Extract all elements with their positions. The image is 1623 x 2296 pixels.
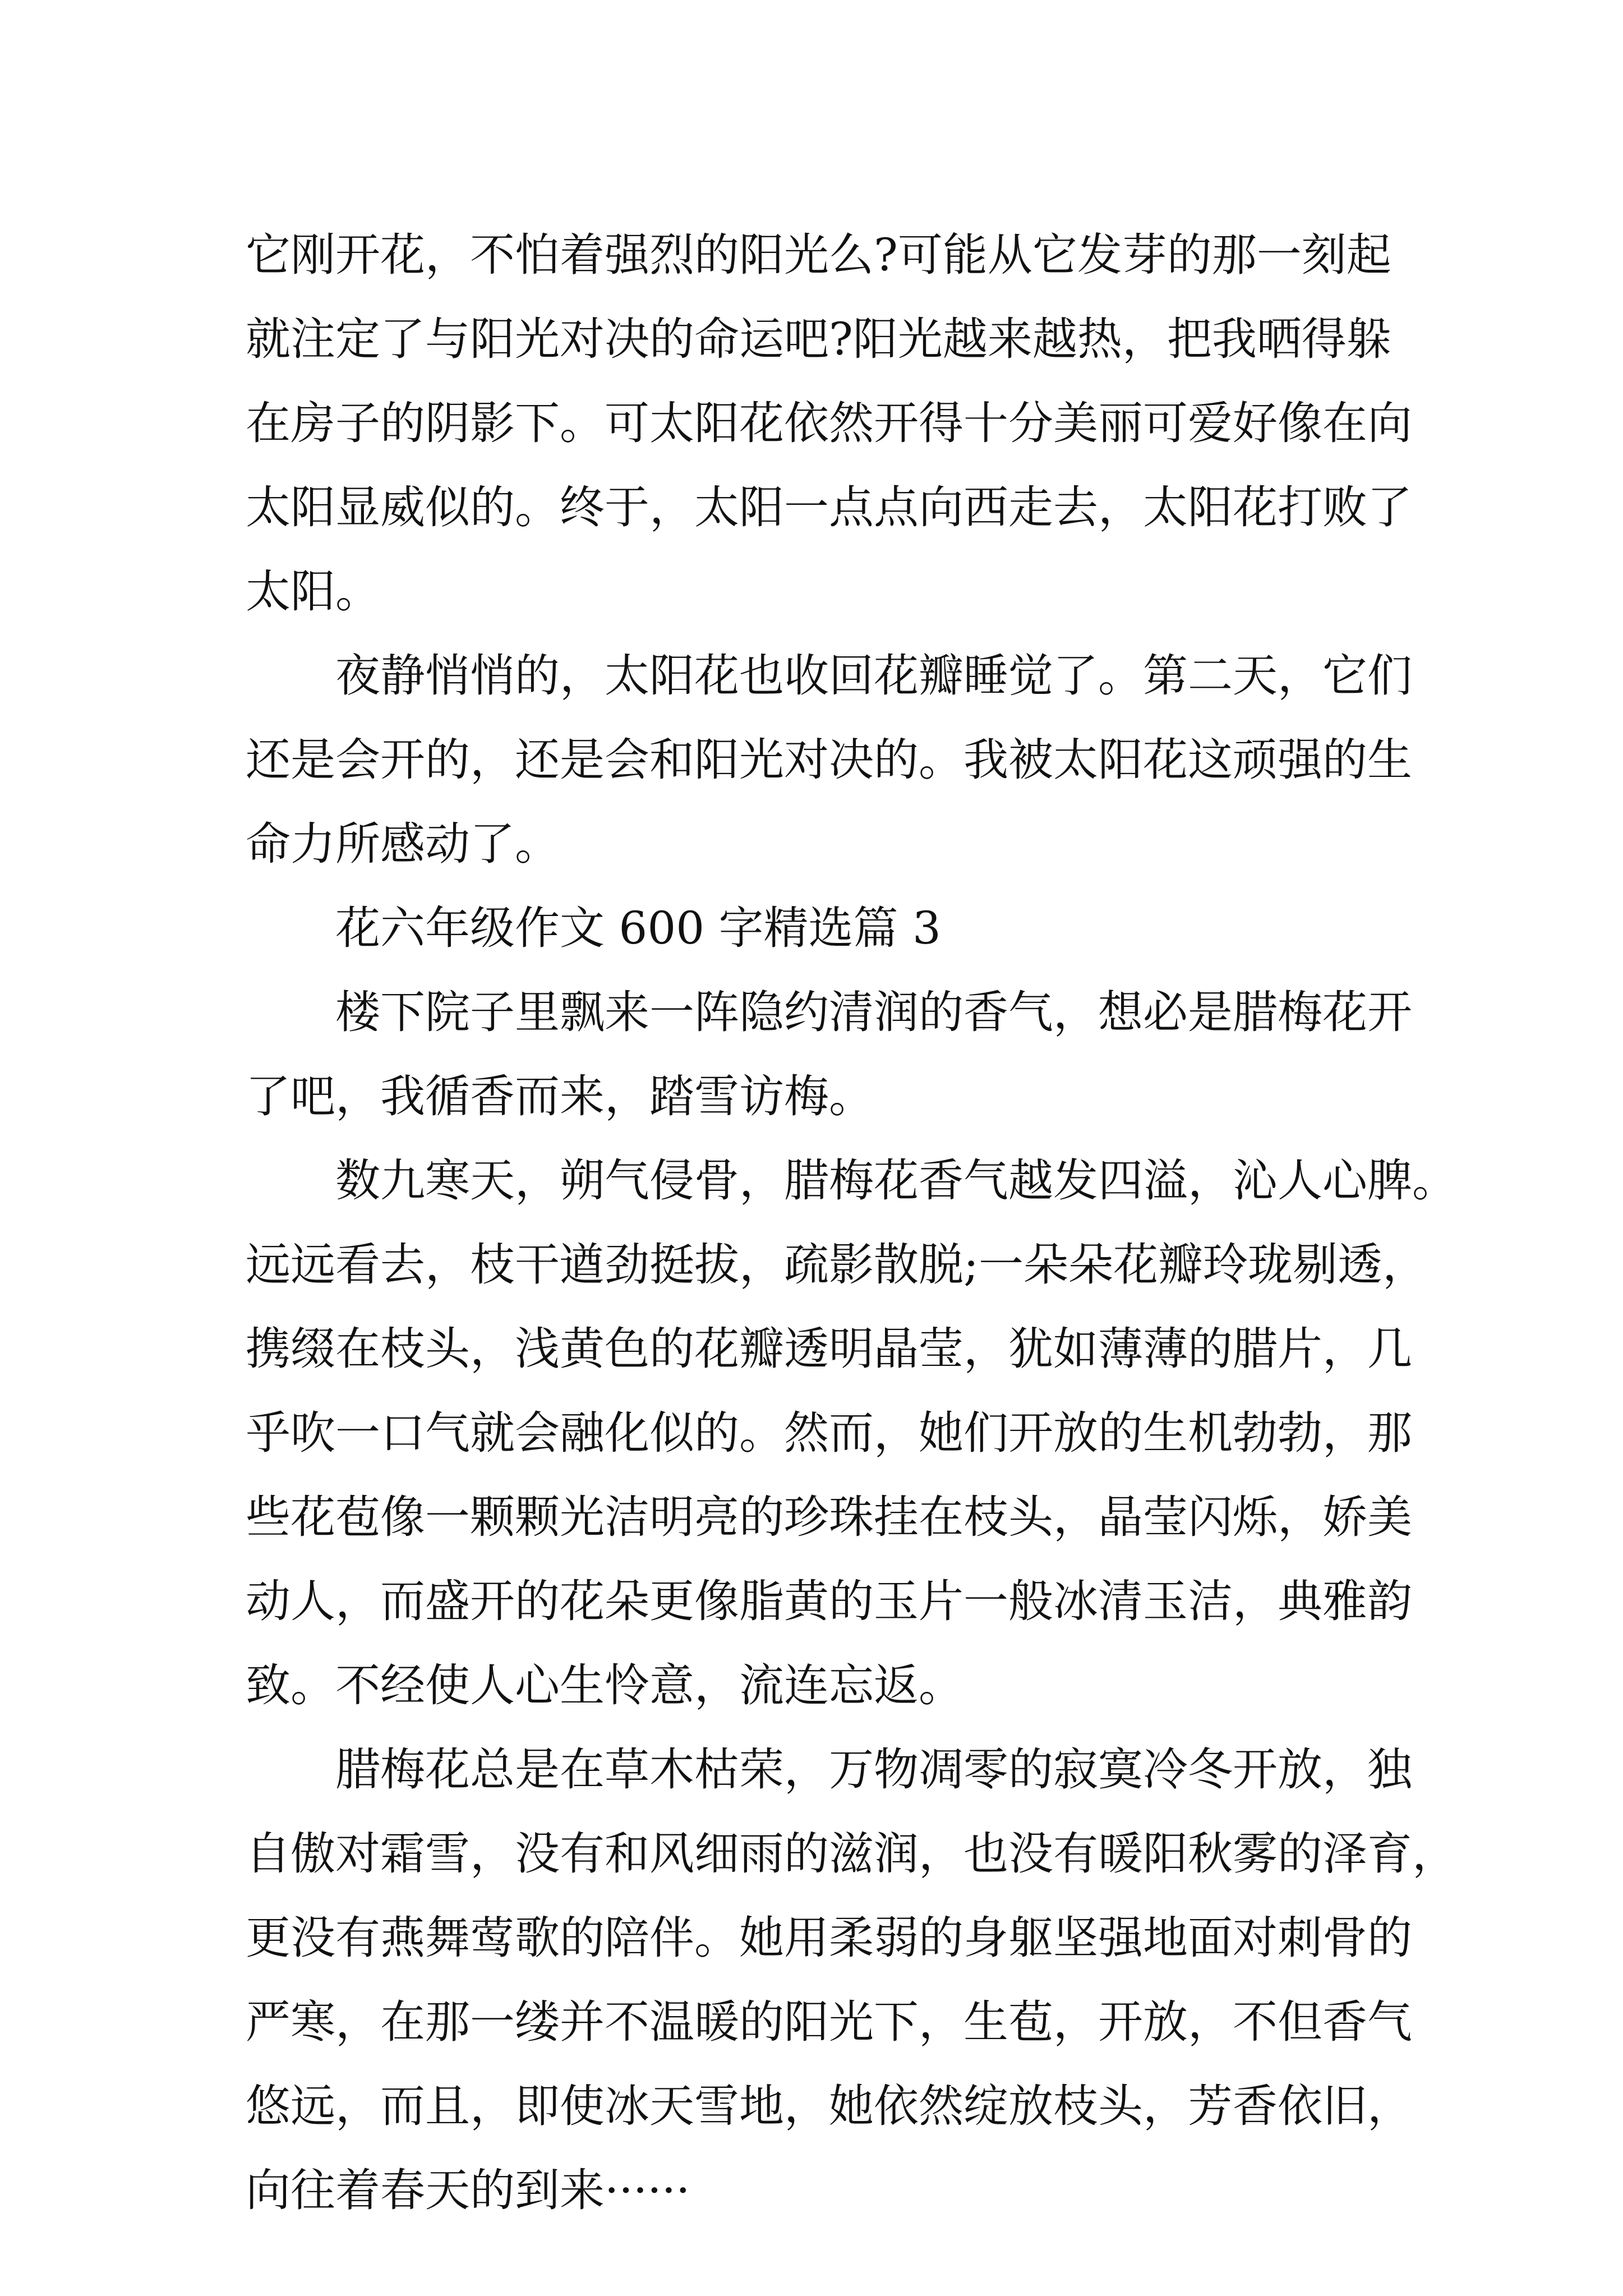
text-line: 就注定了与阳光对决的命运吧?阳光越来越热，把我晒得躲 — [246, 313, 1391, 365]
text-line: 向往着春天的到来······ — [246, 2164, 690, 2216]
text-line: 它刚开花，不怕着强烈的阳光么?可能从它发芽的那一刻起 — [246, 229, 1391, 281]
text-line: 自傲对霜雪，没有和风细雨的滋润，也没有暖阳秋雾的泽育， — [246, 1828, 1457, 1880]
text-line: 腊梅花总是在草木枯荣，万物凋零的寂寞冷冬开放，独 — [335, 1743, 1412, 1796]
text-line: 严寒，在那一缕并不温暖的阳光下，生苞，开放，不但香气 — [246, 1996, 1412, 2048]
text-line: 楼下院子里飘来一阵隐约清润的香气，想必是腊梅花开 — [335, 986, 1412, 1038]
text-line: 夜静悄悄的，太阳花也收回花瓣睡觉了。第二天，它们 — [335, 650, 1412, 702]
text-line: 了吧，我循香而来，踏雪访梅。 — [246, 1070, 874, 1122]
text-line: 动人，而盛开的花朵更像脂黄的玉片一般冰清玉洁，典雅韵 — [246, 1575, 1412, 1627]
text-line: 还是会开的，还是会和阳光对决的。我被太阳花这顽强的生 — [246, 734, 1412, 786]
text-line: 乎吹一口气就会融化似的。然而，她们开放的生机勃勃，那 — [246, 1407, 1412, 1459]
text-body — [246, 213, 1457, 2233]
paragraph — [246, 634, 1412, 886]
text-line: 太阳显威似的。终于，太阳一点点向西走去，太阳花打败了 — [246, 481, 1412, 533]
text-line: 更没有燕舞莺歌的陪伴。她用柔弱的身躯坚强地面对刺骨的 — [246, 1912, 1412, 1964]
text-line: 数九寒天，朔气侵骨，腊梅花香气越发四溢，沁人心脾。 — [335, 1154, 1457, 1207]
section-heading: 花六年级作文 600 字精选篇 3 — [335, 902, 941, 954]
text-line: 致。不经使人心生怜意，流连忘返。 — [246, 1659, 963, 1711]
text-line: 命力所感动了。 — [246, 818, 560, 870]
paragraph — [246, 213, 1412, 634]
text-line: 远远看去，枝干遒劲挺拔，疏影散脱;一朵朵花瓣玲珑剔透， — [246, 1239, 1427, 1291]
text-line: 在房子的阴影下。可太阳花依然开得十分美丽可爱好像在向 — [246, 397, 1412, 449]
text-line: 携缀在枝头，浅黄色的花瓣透明晶莹，犹如薄薄的腊片，几 — [246, 1323, 1412, 1375]
paragraph — [246, 1139, 1457, 1728]
text-line: 些花苞像一颗颗光洁明亮的珍珠挂在枝头，晶莹闪烁，娇美 — [246, 1491, 1412, 1543]
text-line: 太阳。 — [246, 565, 380, 618]
paragraph — [246, 970, 1412, 1139]
paragraph — [246, 1728, 1457, 2233]
text-line: 悠远，而且，即使冰天雪地，她依然绽放枝头，芳香依旧， — [246, 2080, 1412, 2132]
